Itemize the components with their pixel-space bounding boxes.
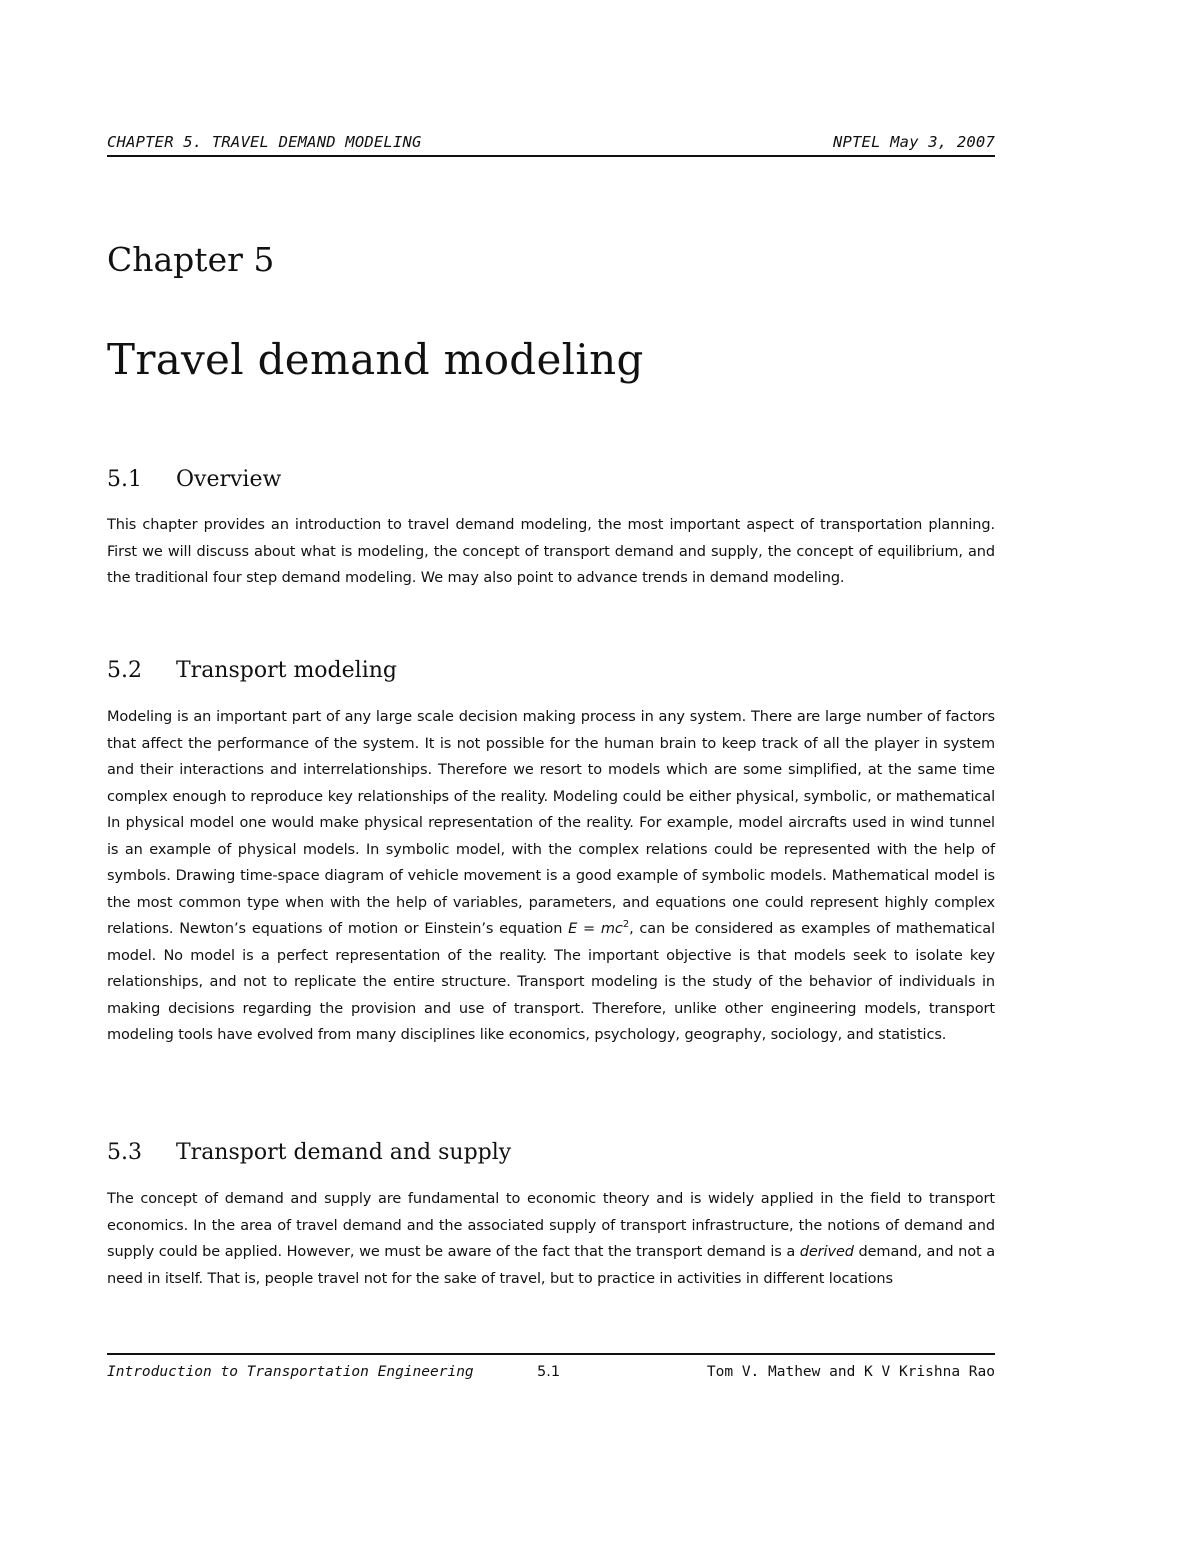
section-heading <box>107 1138 995 1168</box>
header-date-label: NPTEL May 3, 2007 <box>832 133 995 151</box>
section-paragraph <box>107 704 995 1049</box>
header-chapter-label: CHAPTER 5. TRAVEL DEMAND MODELING <box>107 133 422 151</box>
document-page <box>107 0 995 1553</box>
section-title: Transport demand and supply <box>176 1140 512 1165</box>
section-number: 5.3 <box>107 1140 142 1165</box>
section-title: Overview <box>176 467 282 492</box>
page-number: 5.1 <box>537 1364 561 1380</box>
emphasized-word: derived <box>799 1244 854 1260</box>
paragraph-text: Modeling is an important part of any large scale decision making process in any system. There are large number of factors that affect the performance of the system. It is not possible for the human brain to keep track of all the player in system and their interactions and interrelationships. Therefore we resort to models which are some simplified, at the same time complex enough to reproduce key relationships of the reality. Modeling could be either physical, symbolic, or mathematical In physical model one would make physical representation of the reality. For example, model aircrafts used in wind tunnel is an example of physical models. In symbolic model, with the complex relations could be represented with the help of symbols. Drawing time-space diagram of vehicle movement is a good example of symbolic models. Mathematical model is the most common type when with the help of variables, parameters, and equations one could represent highly complex relations. Newton’s equations of motion or Einstein’s equation <box>107 709 995 937</box>
section-heading <box>107 465 995 495</box>
running-footer <box>107 1353 995 1385</box>
chapter-title: Travel demand modeling <box>107 335 644 384</box>
section-number: 5.2 <box>107 658 142 683</box>
section-overview <box>107 465 995 592</box>
equation-exponent: 2 <box>622 919 630 931</box>
equation: E = mc <box>568 921 623 937</box>
running-header <box>107 131 995 157</box>
footer-authors: Tom V. Mathew and K V Krishna Rao <box>706 1364 995 1380</box>
chapter-number: Chapter 5 <box>107 240 275 279</box>
section-number: 5.1 <box>107 467 142 492</box>
paragraph-text: The concept of demand and supply are fundamental to economic theory and is widely applied in the field to transport economics. In the area of travel demand and the associated supply of transport infrastructure, the notions of demand and supply could be applied. However, we must be aware of the fact that the transport demand is a <box>107 1191 995 1260</box>
paragraph-text: , can be considered as examples of mathematical model. No model is a perfect representation of the reality. The important objective is that models seek to isolate key relationships, and not to replicate the entire structure. Transport modeling is the study of the behavior of individuals in making decisions regarding the provision and use of transport. Therefore, unlike other engineering models, transport modeling tools have evolved from many disciplines like economics, psychology, geography, sociology, and statistics. <box>107 921 995 1043</box>
section-title: Transport modeling <box>176 658 397 683</box>
section-transport-modeling <box>107 656 995 1049</box>
section-demand-supply <box>107 1138 995 1292</box>
footer-book-title: Introduction to Transportation Engineering <box>107 1364 474 1380</box>
section-heading <box>107 656 995 686</box>
section-paragraph: This chapter provides an introduction to travel demand modeling, the most important aspect of transportation planning. First we will discuss about what is modeling, the concept of transport demand and supply, the concept of equilibrium, and the traditional four step demand modeling. We may also point to advance trends in demand modeling. <box>107 517 995 586</box>
paragraph-text: demand, and not a need in itself. That is, people travel not for the sake of travel, but to practice in activities in different locations <box>107 1244 996 1287</box>
section-paragraph <box>107 1186 995 1292</box>
